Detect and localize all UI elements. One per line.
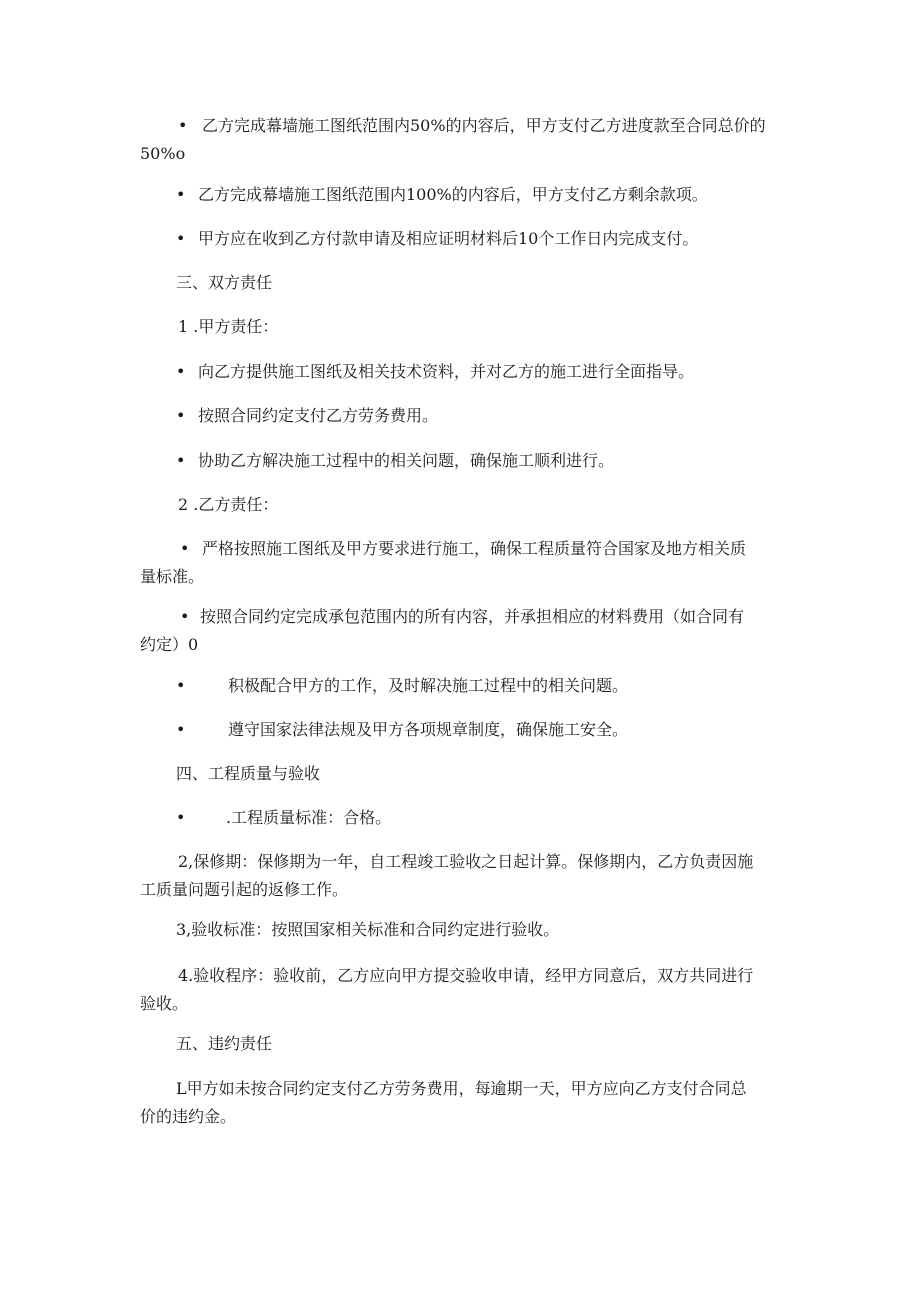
- bullet-icon: •: [176, 229, 186, 248]
- party-a-duty-drawings: 向乙方提供施工图纸及相关技术资料，并对乙方的施工进行全面指导。: [198, 362, 695, 381]
- party-b-duty-scope-line2: 约定）0: [140, 635, 199, 654]
- party-a-duty-assist: 协助乙方解决施工过程中的相关问题，确保施工顺利进行。: [198, 451, 615, 470]
- acceptance-procedure-line1: 4.验收程序：验收前，乙方应向甲方提交验收申请，经甲方同意后，双方共同进行: [178, 966, 754, 985]
- party-b-duty-quality-line1: 严格按照施工图纸及甲方要求进行施工，确保工程质量符合国家及地方相关质: [202, 539, 747, 558]
- payment-clause-50-line1: 乙方完成幕墙施工图纸范围内50%的内容后，甲方支付乙方进度款至合同总价的: [202, 116, 766, 135]
- bullet-icon: •: [176, 808, 186, 827]
- acceptance-standard: 3,验收标准：按照国家相关标准和合同约定进行验收。: [176, 920, 560, 939]
- breach-clause-line1: L甲方如未按合同约定支付乙方劳务费用，每逾期一天，甲方应向乙方支付合同总: [176, 1079, 747, 1098]
- section-heading-quality: 四、工程质量与验收: [176, 764, 321, 783]
- party-b-duty-compliance: 遵守国家法律法规及甲方各项规章制度，确保施工安全。: [228, 720, 629, 739]
- bullet-icon: •: [178, 116, 188, 135]
- party-b-duty-scope-line1: 按照合同约定完成承包范围内的所有内容，并承担相应的材料费用（如合同有: [200, 607, 745, 626]
- acceptance-procedure-line2: 验收。: [140, 994, 189, 1013]
- bullet-icon: •: [180, 539, 190, 558]
- warranty-clause-line1: 2,保修期：保修期为一年，自工程竣工验收之日起计算。保修期内，乙方负责因施: [178, 852, 754, 871]
- bullet-icon: •: [180, 607, 190, 626]
- subheading-party-a: 1 .甲方责任：: [178, 317, 279, 336]
- breach-clause-line2: 价的违约金。: [140, 1107, 237, 1126]
- bullet-icon: •: [176, 676, 186, 695]
- bullet-icon: •: [176, 451, 186, 470]
- payment-deadline-clause: 甲方应在收到乙方付款申请及相应证明材料后10个工作日内完成支付。: [198, 229, 699, 248]
- payment-clause-50-line2: 50%o: [140, 144, 186, 163]
- bullet-icon: •: [176, 720, 186, 739]
- party-b-duty-cooperate: 积极配合甲方的工作，及时解决施工过程中的相关问题。: [228, 676, 629, 695]
- subheading-party-b: 2 .乙方责任：: [178, 495, 279, 514]
- bullet-icon: •: [176, 185, 186, 204]
- party-a-duty-payment: 按照合同约定支付乙方劳务费用。: [198, 406, 439, 425]
- party-b-duty-quality-line2: 量标准。: [140, 567, 205, 586]
- section-heading-responsibilities: 三、双方责任: [176, 273, 273, 292]
- section-heading-breach: 五、违约责任: [176, 1034, 273, 1053]
- bullet-icon: •: [176, 362, 186, 381]
- bullet-icon: •: [176, 406, 186, 425]
- quality-standard: .工程质量标准：合格。: [226, 808, 392, 827]
- payment-clause-100: 乙方完成幕墙施工图纸范围内100%的内容后，甲方支付乙方剩余款项。: [198, 185, 708, 204]
- warranty-clause-line2: 工质量问题引起的返修工作。: [140, 880, 349, 899]
